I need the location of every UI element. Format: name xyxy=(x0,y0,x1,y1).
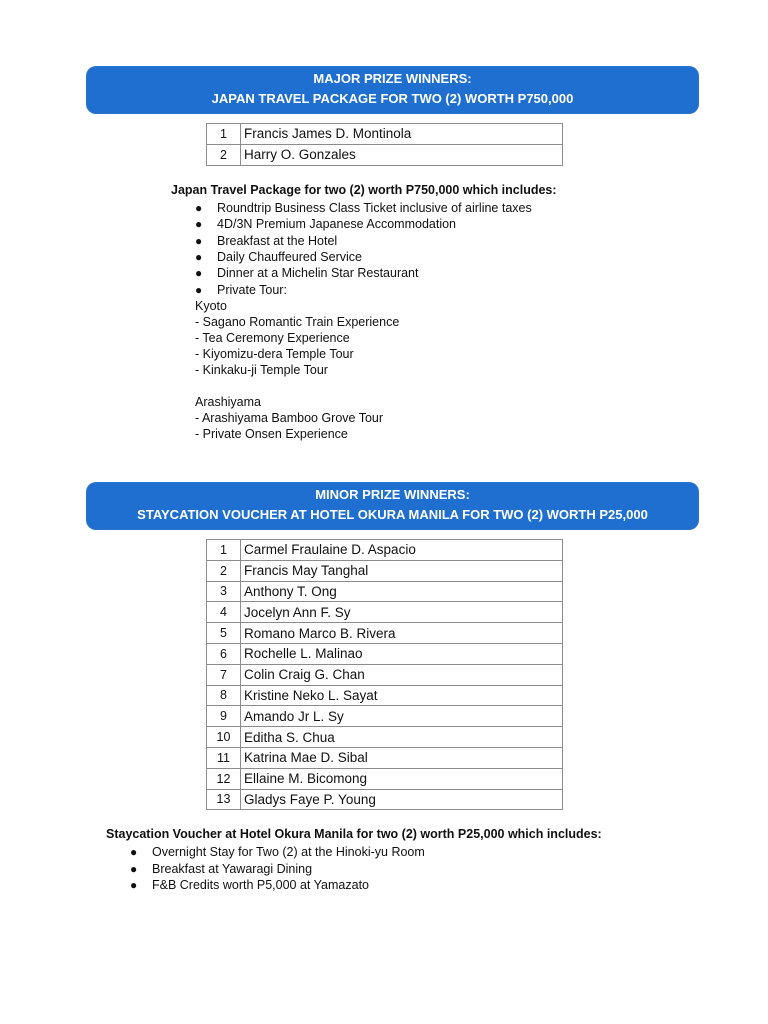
winner-name: Francis May Tanghal xyxy=(241,560,563,581)
table-row xyxy=(207,560,563,581)
bullet-icon: ● xyxy=(195,201,203,215)
bullet-icon: ● xyxy=(195,266,203,280)
winner-number: 2 xyxy=(207,560,241,581)
table-row xyxy=(207,643,563,664)
minor-includes-heading: Staycation Voucher at Hotel Okura Manila for two (2) worth P25,000 which includes: xyxy=(106,827,602,841)
bullet-icon: ● xyxy=(195,250,203,264)
major-banner-subtitle: JAPAN TRAVEL PACKAGE FOR TWO (2) WORTH P750,000 xyxy=(211,91,574,106)
arashiyama-item: - Private Onsen Experience xyxy=(195,427,348,441)
major-includes-heading: Japan Travel Package for two (2) worth P750,000 which includes: xyxy=(171,183,557,197)
bullet-icon: ● xyxy=(195,283,203,297)
winner-number: 11 xyxy=(207,747,241,768)
kyoto-item: - Kinkaku-ji Temple Tour xyxy=(195,363,328,377)
major-prize-banner xyxy=(87,67,698,113)
minor-bullet-item: Breakfast at Yawaragi Dining xyxy=(152,862,313,876)
kyoto-item: - Tea Ceremony Experience xyxy=(195,331,350,345)
table-row xyxy=(207,144,563,165)
table-row xyxy=(207,124,563,145)
table-row xyxy=(207,685,563,706)
winner-name: Romano Marco B. Rivera xyxy=(241,623,563,644)
minor-prize-banner xyxy=(87,483,698,529)
winner-number: 1 xyxy=(207,540,241,561)
table-row xyxy=(207,623,563,644)
winner-number: 2 xyxy=(207,144,241,165)
winner-number: 7 xyxy=(207,664,241,685)
arashiyama-item: - Arashiyama Bamboo Grove Tour xyxy=(195,411,384,425)
bullet-icon: ● xyxy=(195,234,203,248)
winner-number: 8 xyxy=(207,685,241,706)
winner-number: 6 xyxy=(207,643,241,664)
winner-name: Harry O. Gonzales xyxy=(241,144,563,165)
bullet-icon: ● xyxy=(130,845,138,859)
bullet-icon: ● xyxy=(195,217,203,231)
kyoto-item: - Kiyomizu-dera Temple Tour xyxy=(195,347,354,361)
major-bullet-item: 4D/3N Premium Japanese Accommodation xyxy=(217,217,457,231)
winner-number: 5 xyxy=(207,623,241,644)
table-row xyxy=(207,706,563,727)
major-banner-title: MAJOR PRIZE WINNERS: xyxy=(313,71,472,86)
winner-name: Gladys Faye P. Young xyxy=(241,789,563,810)
winner-name: Ellaine M. Bicomong xyxy=(241,768,563,789)
table-row xyxy=(207,789,563,810)
table-row xyxy=(207,727,563,748)
winner-number: 12 xyxy=(207,768,241,789)
winner-number: 10 xyxy=(207,727,241,748)
minor-winners-table xyxy=(206,539,563,810)
winner-name: Colin Craig G. Chan xyxy=(241,664,563,685)
winner-name: Anthony T. Ong xyxy=(241,581,563,602)
arashiyama-label: Arashiyama xyxy=(195,395,261,409)
winner-name: Katrina Mae D. Sibal xyxy=(241,747,563,768)
table-row xyxy=(207,602,563,623)
table-row xyxy=(207,664,563,685)
table-row xyxy=(207,581,563,602)
bullet-icon: ● xyxy=(130,878,138,892)
major-bullet-item: Daily Chauffeured Service xyxy=(217,250,362,264)
winner-name: Jocelyn Ann F. Sy xyxy=(241,602,563,623)
bullet-icon: ● xyxy=(130,862,138,876)
minor-bullet-item: F&B Credits worth P5,000 at Yamazato xyxy=(152,878,370,892)
winner-number: 13 xyxy=(207,789,241,810)
major-bullet-item: Breakfast at the Hotel xyxy=(217,234,338,248)
table-row xyxy=(207,768,563,789)
major-winners-table xyxy=(206,123,563,166)
kyoto-label: Kyoto xyxy=(195,299,227,313)
winner-name: Amando Jr L. Sy xyxy=(241,706,563,727)
major-bullet-item: Private Tour: xyxy=(217,283,287,297)
winner-name: Editha S. Chua xyxy=(241,727,563,748)
winner-name: Carmel Fraulaine D. Aspacio xyxy=(241,540,563,561)
major-bullet-item: Roundtrip Business Class Ticket inclusive of airline taxes xyxy=(217,201,532,215)
winner-number: 4 xyxy=(207,602,241,623)
winner-name: Kristine Neko L. Sayat xyxy=(241,685,563,706)
minor-banner-title: MINOR PRIZE WINNERS: xyxy=(315,487,470,502)
minor-bullet-item: Overnight Stay for Two (2) at the Hinoki-yu Room xyxy=(152,845,425,859)
winner-name: Rochelle L. Malinao xyxy=(241,643,563,664)
table-row xyxy=(207,540,563,561)
minor-banner-subtitle: STAYCATION VOUCHER AT HOTEL OKURA MANILA FOR TWO (2) WORTH P25,000 xyxy=(137,507,648,522)
winner-name: Francis James D. Montinola xyxy=(241,124,563,145)
winner-number: 3 xyxy=(207,581,241,602)
table-row xyxy=(207,747,563,768)
major-bullet-item: Dinner at a Michelin Star Restaurant xyxy=(217,266,419,280)
kyoto-item: - Sagano Romantic Train Experience xyxy=(195,315,400,329)
winner-number: 9 xyxy=(207,706,241,727)
winner-number: 1 xyxy=(207,124,241,145)
